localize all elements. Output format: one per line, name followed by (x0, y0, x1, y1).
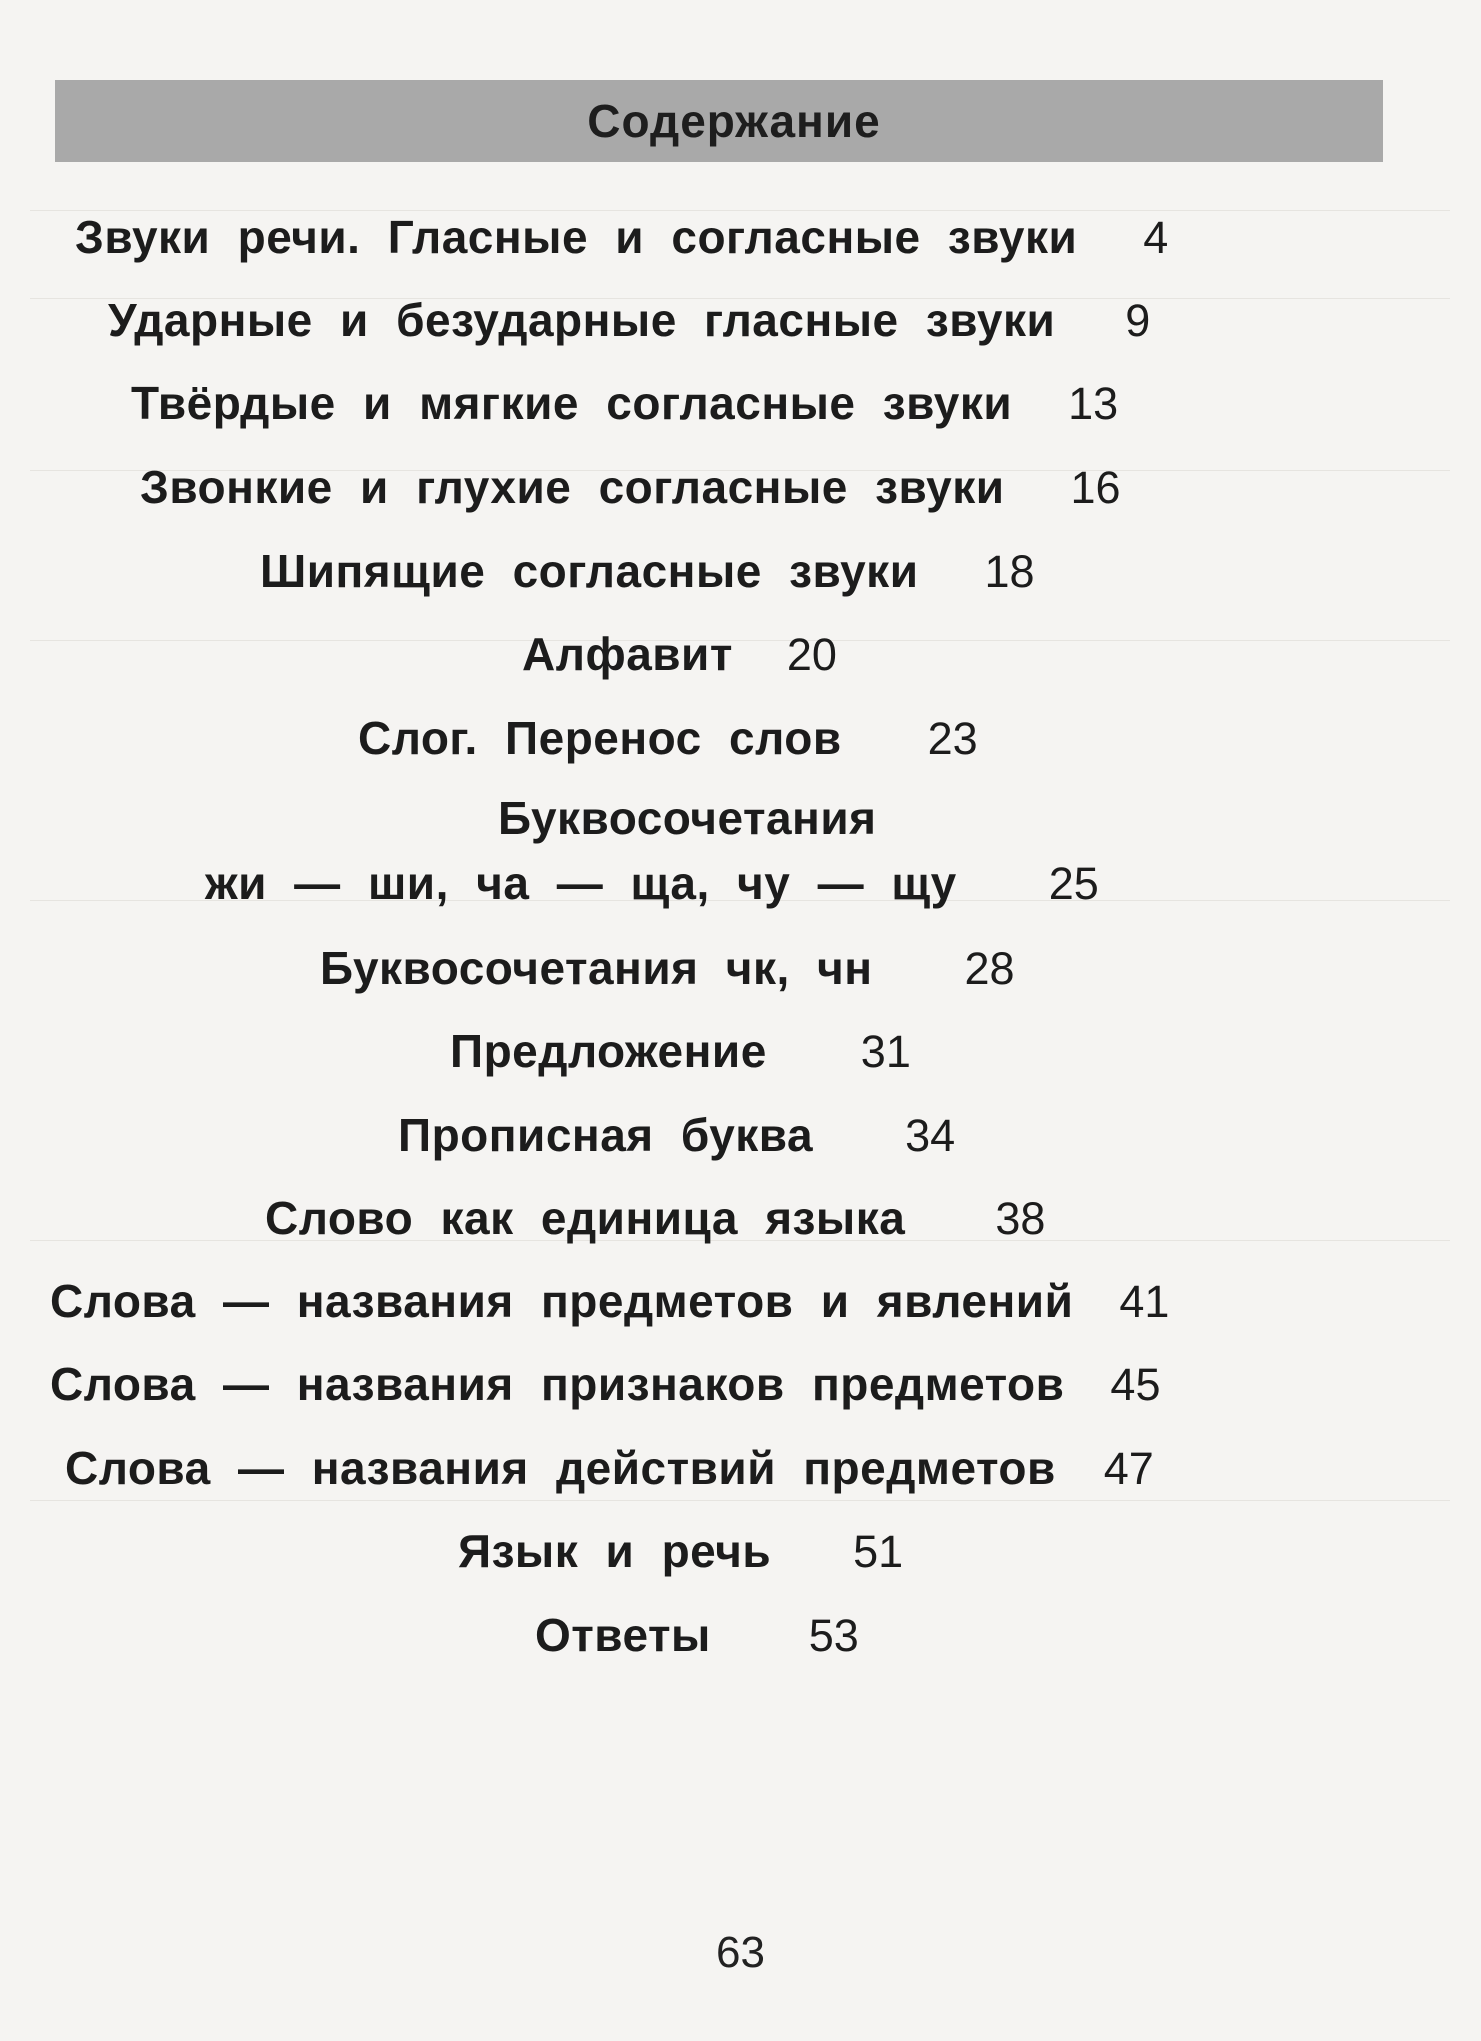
toc-entry (50, 1356, 1160, 1413)
toc-entry-page: 31 (860, 1026, 911, 1077)
toc-entry-title: Ответы (535, 1609, 711, 1661)
toc-entry-title: Алфавит (522, 628, 733, 680)
background-show-through-line (30, 1500, 1450, 1501)
toc-entry (75, 209, 1168, 266)
toc-entry (65, 1440, 1154, 1497)
toc-entry-page: 51 (853, 1526, 904, 1577)
toc-entry-page: 25 (1048, 858, 1099, 909)
toc-entry-title: Звонкие и глухие согласные звуки (140, 461, 1005, 513)
toc-entry-title: Звуки речи. Гласные и согласные звуки (75, 211, 1078, 263)
toc-entry-page: 4 (1143, 212, 1169, 263)
toc-entry (205, 855, 1099, 912)
toc-entry-title: Язык и речь (458, 1525, 772, 1577)
toc-entry-page: 47 (1103, 1443, 1154, 1494)
contents-title: Содержание (587, 95, 881, 147)
contents-header-bar (55, 80, 1383, 162)
toc-entry-title: Буквосочетания (498, 792, 877, 844)
toc-entry (535, 1607, 859, 1664)
toc-entry-title: Предложение (450, 1025, 767, 1077)
toc-entry-title: Шипящие согласные звуки (260, 545, 919, 597)
toc-entry (131, 375, 1118, 432)
toc-entry-page: 38 (995, 1193, 1046, 1244)
toc-entry (398, 1107, 955, 1164)
toc-entry-page: 9 (1125, 295, 1151, 346)
toc-entry-page: 18 (984, 546, 1035, 597)
toc-entry-title: Твёрдые и мягкие согласные звуки (131, 377, 1013, 429)
toc-entry-page: 16 (1070, 462, 1121, 513)
toc-entry (450, 1023, 911, 1080)
toc-entry (265, 1190, 1045, 1247)
toc-entry-title: Ударные и безударные гласные звуки (108, 294, 1056, 346)
toc-entry (140, 459, 1121, 516)
toc-entry-page: 41 (1119, 1276, 1170, 1327)
toc-entry-page: 45 (1110, 1359, 1161, 1410)
toc-entry (320, 940, 1015, 997)
toc-entry-title: Слова — названия предметов и явлений (50, 1275, 1074, 1327)
toc-entry (498, 790, 876, 846)
toc-entry-title: Слово как единица языка (265, 1192, 906, 1244)
page-number: 63 (716, 1928, 765, 1977)
toc-entry (522, 626, 837, 683)
toc-entry-title: Слова — названия признаков предметов (50, 1358, 1065, 1410)
toc-entry (458, 1523, 903, 1580)
toc-entry-title: жи — ши, ча — ща, чу — щу (205, 857, 957, 909)
toc-entry-title: Буквосочетания чк, чн (320, 942, 873, 994)
toc-entry-page: 28 (964, 943, 1015, 994)
toc-entry-page: 13 (1068, 378, 1119, 429)
toc-entry-page: 53 (808, 1610, 859, 1661)
toc-entry-page: 34 (905, 1110, 956, 1161)
toc-entry (108, 292, 1150, 349)
toc-entry-page: 20 (786, 629, 837, 680)
toc-entry (358, 710, 978, 767)
toc-entry-page: 23 (927, 713, 978, 764)
toc-entry (260, 543, 1035, 600)
toc-entry (50, 1273, 1169, 1330)
toc-entry-title: Прописная буква (398, 1109, 814, 1161)
toc-entry-title: Слова — названия действий предметов (65, 1442, 1056, 1494)
toc-entry-title: Слог. Перенос слов (358, 712, 842, 764)
